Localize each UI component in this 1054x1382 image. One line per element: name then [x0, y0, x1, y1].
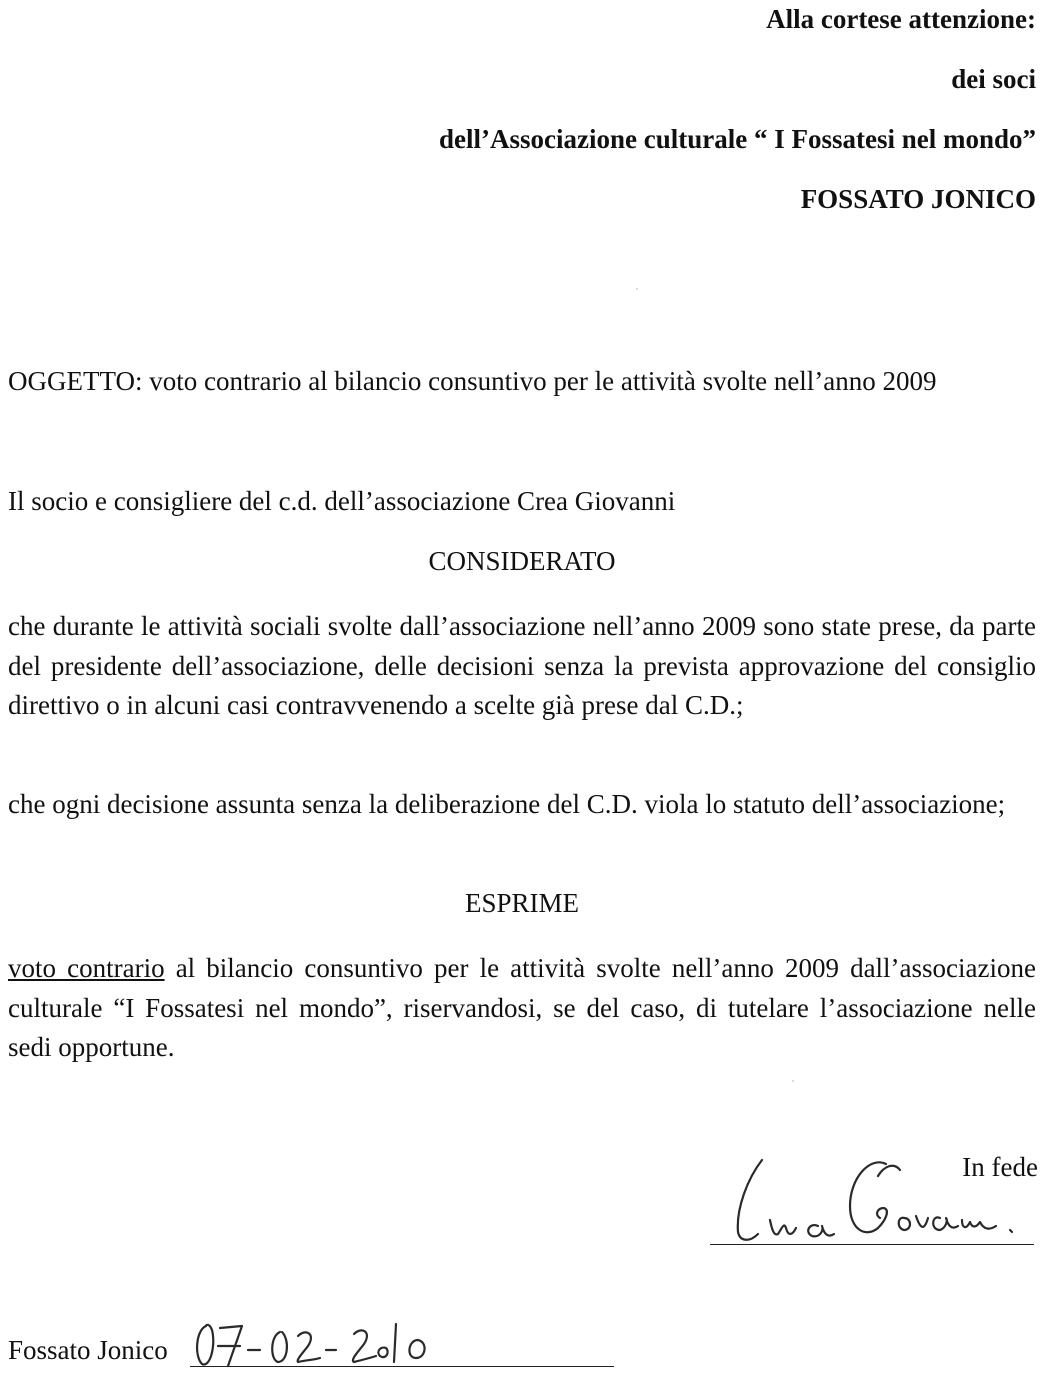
addressee-town: FOSSATO JONICO — [800, 184, 1036, 214]
date-line — [190, 1366, 614, 1367]
esprime-heading: ESPRIME — [464, 888, 580, 918]
esprime-paragraph-text: al bilancio consuntivo per le attività svolte nell’anno 2009 dall’associazione culturale “I Fossatesi nel mondo”, riservandosi, se del caso, di tutelare l’associazione nelle sedi opportune. — [8, 953, 1036, 1062]
handwritten-date — [190, 1316, 450, 1372]
scan-speck — [636, 288, 638, 290]
considerato-paragraph-2: che ogni decisione assunta senza la deliberazione del C.D. viola lo statuto dell’associazione; — [8, 789, 1006, 819]
addressee-association: dell’Associazione culturale “ I Fossatesi nel mondo” — [439, 124, 1036, 154]
place-label: Fossato Jonico — [8, 1335, 168, 1365]
vote-emphasis: voto contrario — [8, 953, 165, 983]
closing-label: In fede — [962, 1152, 1038, 1182]
scan-speck — [792, 1080, 794, 1082]
considerato-heading: CONSIDERATO — [428, 546, 616, 576]
considerato-paragraph-1: che durante le attività sociali svolte dall’associazione nell’anno 2009 sono state prese, da parte del presidente dell’associazione, delle decisioni senza la prevista approvazione del consiglio direttivo o in alcuni casi contravvenendo a scelte già prese dal C.D.; — [8, 611, 1036, 720]
intro-line: Il socio e consigliere del c.d. dell’associazione Crea Giovanni — [8, 486, 676, 516]
addressee-members: dei soci — [951, 64, 1036, 94]
subject-line: OGGETTO: voto contrario al bilancio consuntivo per le attività svolte nell’anno 2009 — [8, 366, 937, 396]
handwritten-signature — [700, 1148, 1030, 1252]
esprime-paragraph — [8, 949, 1036, 1068]
addressee-attention: Alla cortese attenzione: — [766, 4, 1036, 34]
signature-line — [710, 1244, 1034, 1245]
